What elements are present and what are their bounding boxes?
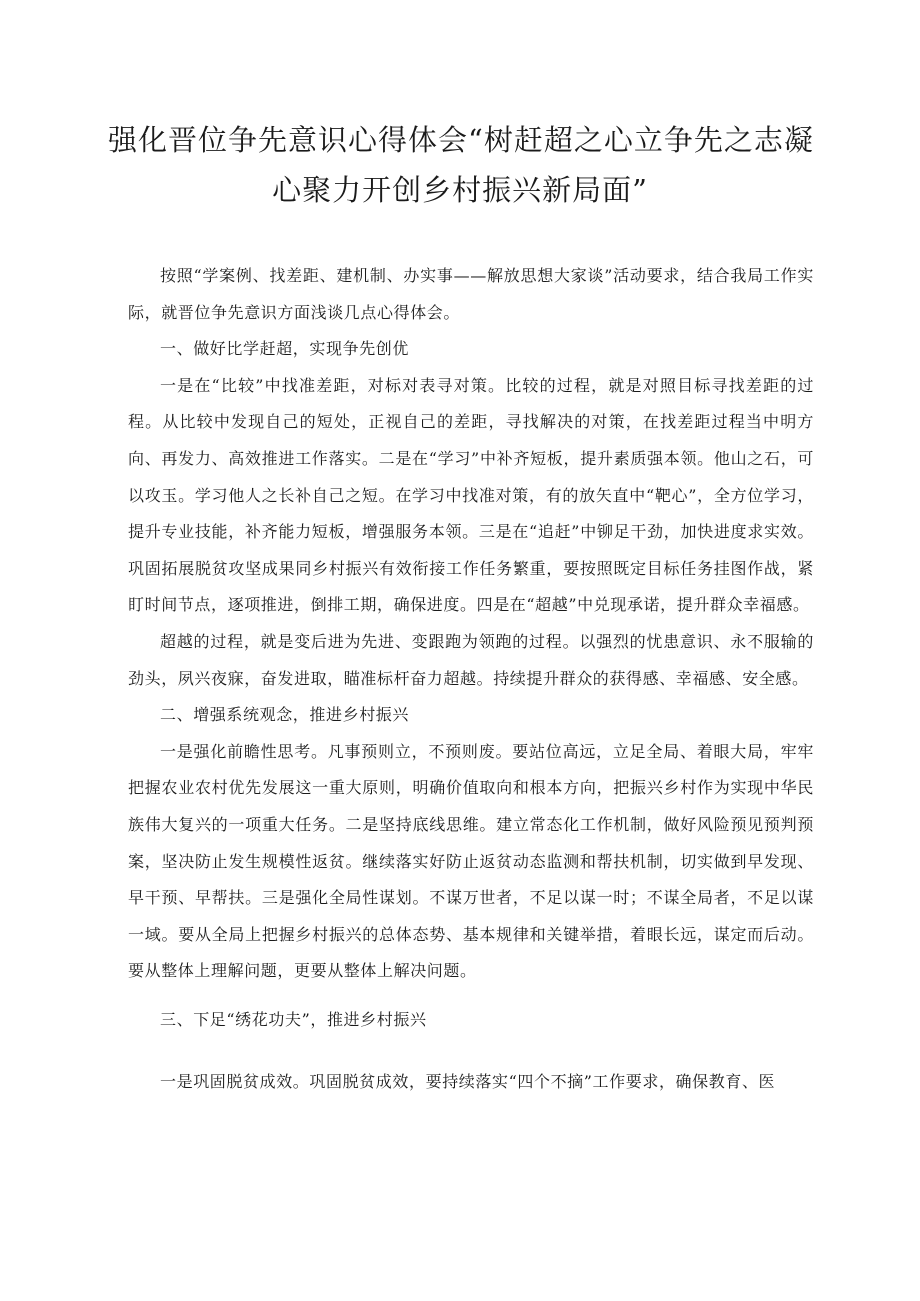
section-3-heading: 三、下足“绣花功夫”，推进乡村振兴 — [160, 1009, 427, 1029]
title-line-2: 心聚力开创乡村振兴新局面” — [272, 173, 648, 207]
section-1-paragraph-1: 一是在“比较”中找准差距，对标对表寻对策。比较的过程，就是对照目标寻找差距的过程。从比较中发现自己的短处，正视自己的差距，寻找解决的对策，在找差距过程当中明方向、再发力、高效推进工作落实。二是在“学习”中补齐短板，提升素质强本领。他山之石，可以攻玉。学习他人之长补自己之短。在学习中找准对策，有的放矢直中“靶心”，全方位学习，提升专业技能，补齐能力短板，增强服务本领。三是在“追赶”中铆足干劲，加快进度求实效。巩固拓展脱贫攻坚成果同乡村振兴有效衔接工作任务繁重，要按照既定目标任务挂图作战，紧盯时间节点，逐项推进，倒排工期，确保进度。四是在“超越”中兑现承诺，提升群众幸福感。 — [128, 375, 814, 615]
section-1-heading: 一、做好比学赶超，实现争先创优 — [160, 339, 410, 359]
intro-paragraph: 按照“学案例、找差距、建机制、办实事——解放思想大家谈”活动要求，结合我局工作实际，就晋位争先意识方面浅谈几点心得体会。 — [128, 266, 814, 322]
section-2-heading: 二、增强系统观念，推进乡村振兴 — [160, 705, 410, 725]
section-1-paragraph-2: 超越的过程，就是变后进为先进、变跟跑为领跑的过程。以强烈的忧患意识、永不服输的劲头，夙兴夜寐，奋发进取，瞄准标杆奋力超越。持续提升群众的获得感、幸福感、安全感。 — [128, 631, 814, 688]
title-line-1: 强化晋位争先意识心得体会“树赶超之心立争先之志凝 — [108, 123, 814, 157]
section-2-paragraph-1: 一是强化前瞻性思考。凡事预则立，不预则废。要站位高远，立足全局、着眼大局，牢牢把握农业农村优先发展这一重大原则，明确价值取向和根本方向，把振兴乡村作为实现中华民族伟大复兴的一项重大任务。二是坚持底线思维。建立常态化工作机制，做好风险预见预判预案，坚决防止发生规模性返贫。继续落实好防止返贫动态监测和帮扶机制，切实做到早发现、早干预、早帮扶。三是强化全局性谋划。不谋万世者，不足以谋一时；不谋全局者，不足以谋一域。要从全局上把握乡村振兴的总体态势、基本规律和关键举措，着眼长远，谋定而后动。要从整体上理解问题，更要从整体上解决问题。 — [128, 741, 814, 981]
document-body — [128, 258, 814, 1101]
section-3-paragraph-1: 一是巩固脱贫成效。巩固脱贫成效，要持续落实“四个不摘”工作要求，确保教育、医 — [160, 1072, 776, 1092]
